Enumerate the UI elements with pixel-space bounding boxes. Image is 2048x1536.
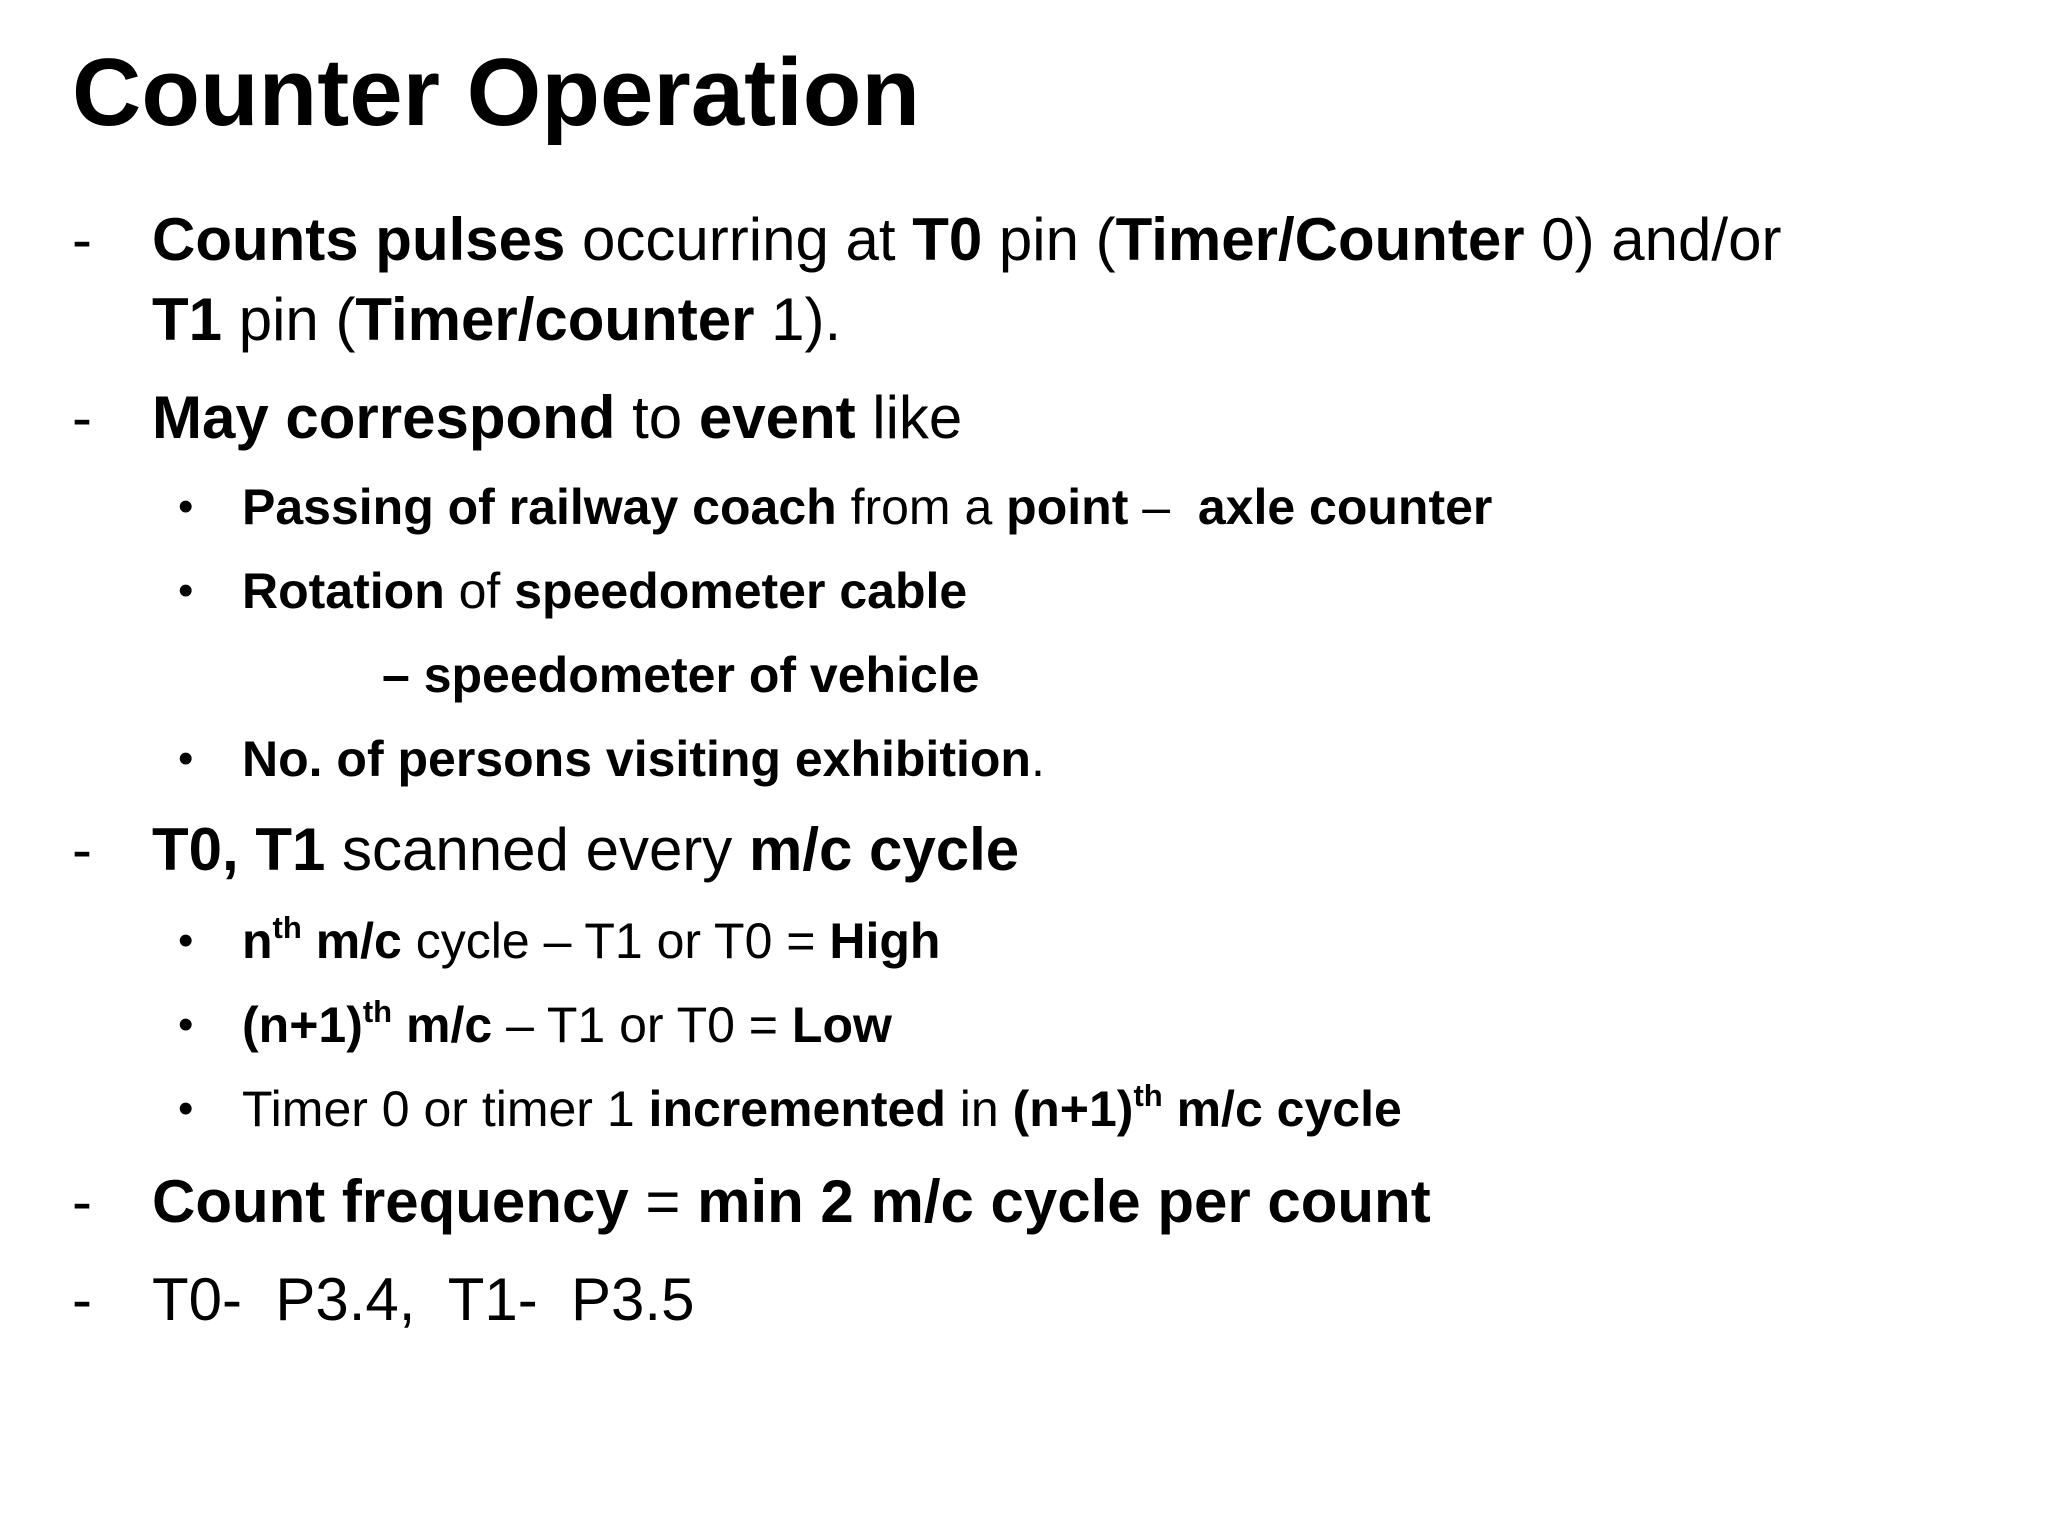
- list-item-text: [152, 1160, 1431, 1244]
- text-bold: High: [829, 913, 941, 969]
- superscript: th: [1133, 1077, 1163, 1113]
- text-bold: T0: [912, 206, 983, 273]
- sub-item-text: [242, 556, 967, 626]
- text-bold: T0, T1: [152, 816, 326, 883]
- text-run: pin (: [982, 206, 1116, 273]
- bullet-marker: •: [178, 916, 194, 965]
- text-bold: Timer/counter: [355, 286, 755, 353]
- text-run: 0) and/or: [1524, 206, 1782, 273]
- sub-item-text: [242, 1074, 1402, 1144]
- text-run: in: [945, 1081, 1013, 1137]
- text-bold: Rotation: [242, 563, 445, 619]
- list-item-text: [152, 278, 841, 362]
- text-run: occurring at: [565, 206, 913, 273]
- list-item-text: [152, 198, 1781, 282]
- text-run: – T1 or T0 =: [492, 997, 792, 1053]
- text-bold: m/c: [392, 997, 493, 1053]
- dash-marker: -: [72, 1168, 92, 1235]
- text-run: scanned every: [325, 816, 749, 883]
- text-bold: n: [242, 913, 273, 969]
- slide-title: Counter Operation: [72, 39, 921, 146]
- list-item-text: T0- P3.4, T1- P3.5: [152, 1266, 695, 1333]
- sub-item-text: [242, 990, 892, 1060]
- text-bold: Passing of railway coach: [242, 479, 837, 535]
- text-bold: May correspond: [152, 384, 616, 451]
- text-run: =: [628, 1168, 698, 1235]
- dash-marker: -: [72, 816, 92, 883]
- text-bold: axle counter: [1197, 479, 1493, 535]
- sub-item-text: [242, 724, 1045, 794]
- text-bold: (n+1): [1012, 1081, 1134, 1137]
- text-bold: m/c cycle: [748, 816, 1020, 883]
- superscript: th: [362, 993, 393, 1029]
- text-bold: Timer/Counter: [1115, 206, 1525, 273]
- text-run: 1).: [754, 286, 842, 353]
- bullet-marker: •: [178, 734, 194, 783]
- list-item-text: [152, 376, 962, 460]
- text-bold: point: [1006, 479, 1129, 535]
- text-run: like: [855, 384, 963, 451]
- text-bold: m/c: [301, 913, 402, 969]
- bullet-marker: •: [178, 1084, 194, 1133]
- text-run: pin (: [222, 286, 356, 353]
- text-bold: Counts pulses: [152, 206, 566, 273]
- text-run: to: [615, 384, 699, 451]
- text-run: .: [1030, 731, 1045, 787]
- text-bold: Count frequency: [152, 1168, 629, 1235]
- text-bold: – speedometer of vehicle: [382, 647, 980, 703]
- sub-item-text: [242, 472, 1492, 542]
- text-bold: No. of persons visiting exhibition: [242, 731, 1031, 787]
- superscript: th: [272, 909, 302, 945]
- dash-marker: -: [72, 384, 92, 451]
- bullet-marker: •: [178, 1000, 194, 1049]
- bullet-marker: •: [178, 482, 194, 531]
- text-bold: (n+1): [242, 997, 363, 1053]
- text-bold: Low: [791, 997, 892, 1053]
- sub-item-text: [242, 906, 940, 976]
- text-bold: speedometer cable: [514, 563, 968, 619]
- text-run: Timer 0 or timer 1: [242, 1081, 649, 1137]
- text-run: from a: [836, 479, 1007, 535]
- list-item-text: [152, 808, 1019, 892]
- text-run: of: [444, 563, 515, 619]
- text-run: –: [1128, 479, 1198, 535]
- text-run: cycle – T1 or T0 =: [401, 913, 830, 969]
- text-bold: min 2 m/c cycle per count: [697, 1168, 1431, 1235]
- text-bold: m/c cycle: [1162, 1081, 1402, 1137]
- text-bold: incremented: [648, 1081, 946, 1137]
- dash-marker: -: [72, 1266, 92, 1333]
- text-bold: event: [698, 384, 856, 451]
- dash-marker: -: [72, 206, 92, 273]
- text-bold: T1: [152, 286, 223, 353]
- bullet-marker: •: [178, 566, 194, 615]
- sub-item-text: [382, 640, 979, 710]
